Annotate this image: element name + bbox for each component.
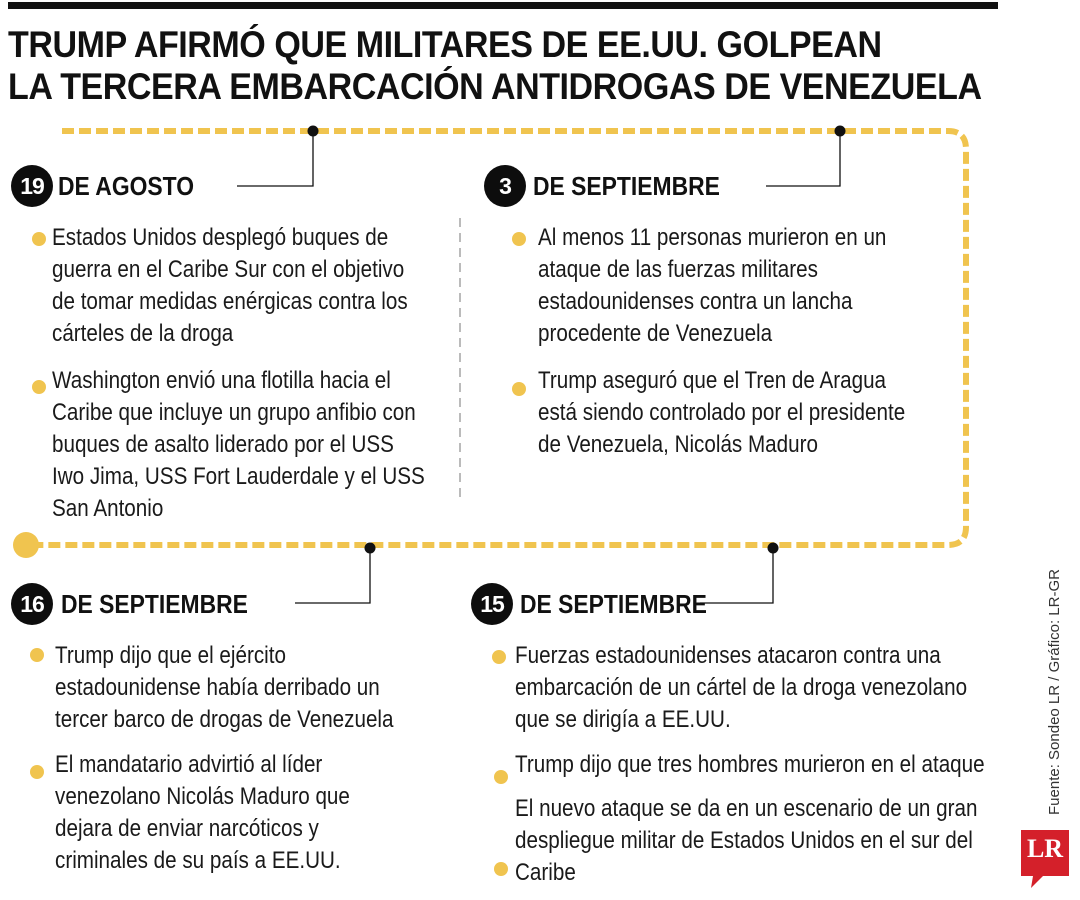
lr-logo-icon — [1021, 830, 1069, 890]
connector-19-agosto — [237, 131, 313, 186]
title-line-2: LA TERCERA EMBARCACIÓN ANTIDROGAS DE VENEZUELA — [8, 66, 982, 107]
event-item: El mandatario advirtió al líder venezolano Nicolás Maduro que dejara de enviar narcóticos y criminales de su país a EE.UU. — [55, 751, 350, 874]
bullet-icon — [30, 648, 44, 662]
timeline-end-dot — [13, 532, 39, 558]
event-date-label: DE SEPTIEMBRE — [61, 589, 248, 619]
event-item: Al menos 11 personas murieron en un ataque de las fuerzas militares estadounidenses contra un lancha procedente de Venezuela — [538, 224, 887, 347]
source-credit: Fuente: Sondeo LR / Gráfico: LR-GR — [1046, 569, 1063, 815]
event-item: Fuerzas estadounidenses atacaron contra una embarcación de un cártel de la droga venezolano que se dirigía a EE.UU. — [515, 642, 968, 733]
timeline-marker — [768, 543, 779, 554]
event-item: Washington envió una flotilla hacia el Caribe que incluye un grupo anfibio con buques de asalto liderado por el USS Iwo Jima, USS Fort Lauderdale y el USS San Antonio — [52, 367, 425, 522]
event-date-label: DE SEPTIEMBRE — [520, 589, 707, 619]
connector-16-septiembre — [295, 548, 370, 603]
event-item: El nuevo ataque se da en un escenario de un gran despliegue militar de Estados Unidos en el sur del Caribe — [515, 795, 978, 886]
title-line-1: TRUMP AFIRMÓ QUE MILITARES DE EE.UU. GOLPEAN — [8, 24, 882, 65]
bullet-icon — [32, 232, 46, 246]
bullet-icon — [30, 765, 44, 779]
date-badge: 15 — [471, 583, 513, 625]
connector-15-septiembre — [700, 548, 773, 603]
bullet-icon — [512, 232, 526, 246]
timeline-marker — [835, 126, 846, 137]
logo-text: LR — [1026, 834, 1064, 863]
bullet-icon — [32, 380, 46, 394]
date-badge: 3 — [484, 165, 526, 207]
bullet-icon — [494, 862, 508, 876]
event-date-label: DE AGOSTO — [58, 171, 195, 201]
timeline-marker — [365, 543, 376, 554]
event-item: Estados Unidos desplegó buques de guerra en el Caribe Sur con el objetivo de tomar medidas enérgicas contra los cárteles de la droga — [52, 224, 408, 347]
timeline-marker — [308, 126, 319, 137]
date-badge: 19 — [11, 165, 53, 207]
connector-3-septiembre — [766, 131, 840, 186]
bullet-icon — [492, 650, 506, 664]
event-item: Trump aseguró que el Tren de Aragua está siendo controlado por el presidente de Venezuela, Nicolás Maduro — [538, 367, 906, 458]
date-badge: 16 — [11, 583, 53, 625]
bullet-icon — [512, 382, 526, 396]
event-item: Trump dijo que tres hombres murieron en el ataque — [515, 751, 985, 778]
event-item: Trump dijo que el ejército estadounidense había derribado un tercer barco de drogas de Venezuela — [55, 642, 394, 733]
event-date-label: DE SEPTIEMBRE — [533, 171, 720, 201]
bullet-icon — [494, 770, 508, 784]
